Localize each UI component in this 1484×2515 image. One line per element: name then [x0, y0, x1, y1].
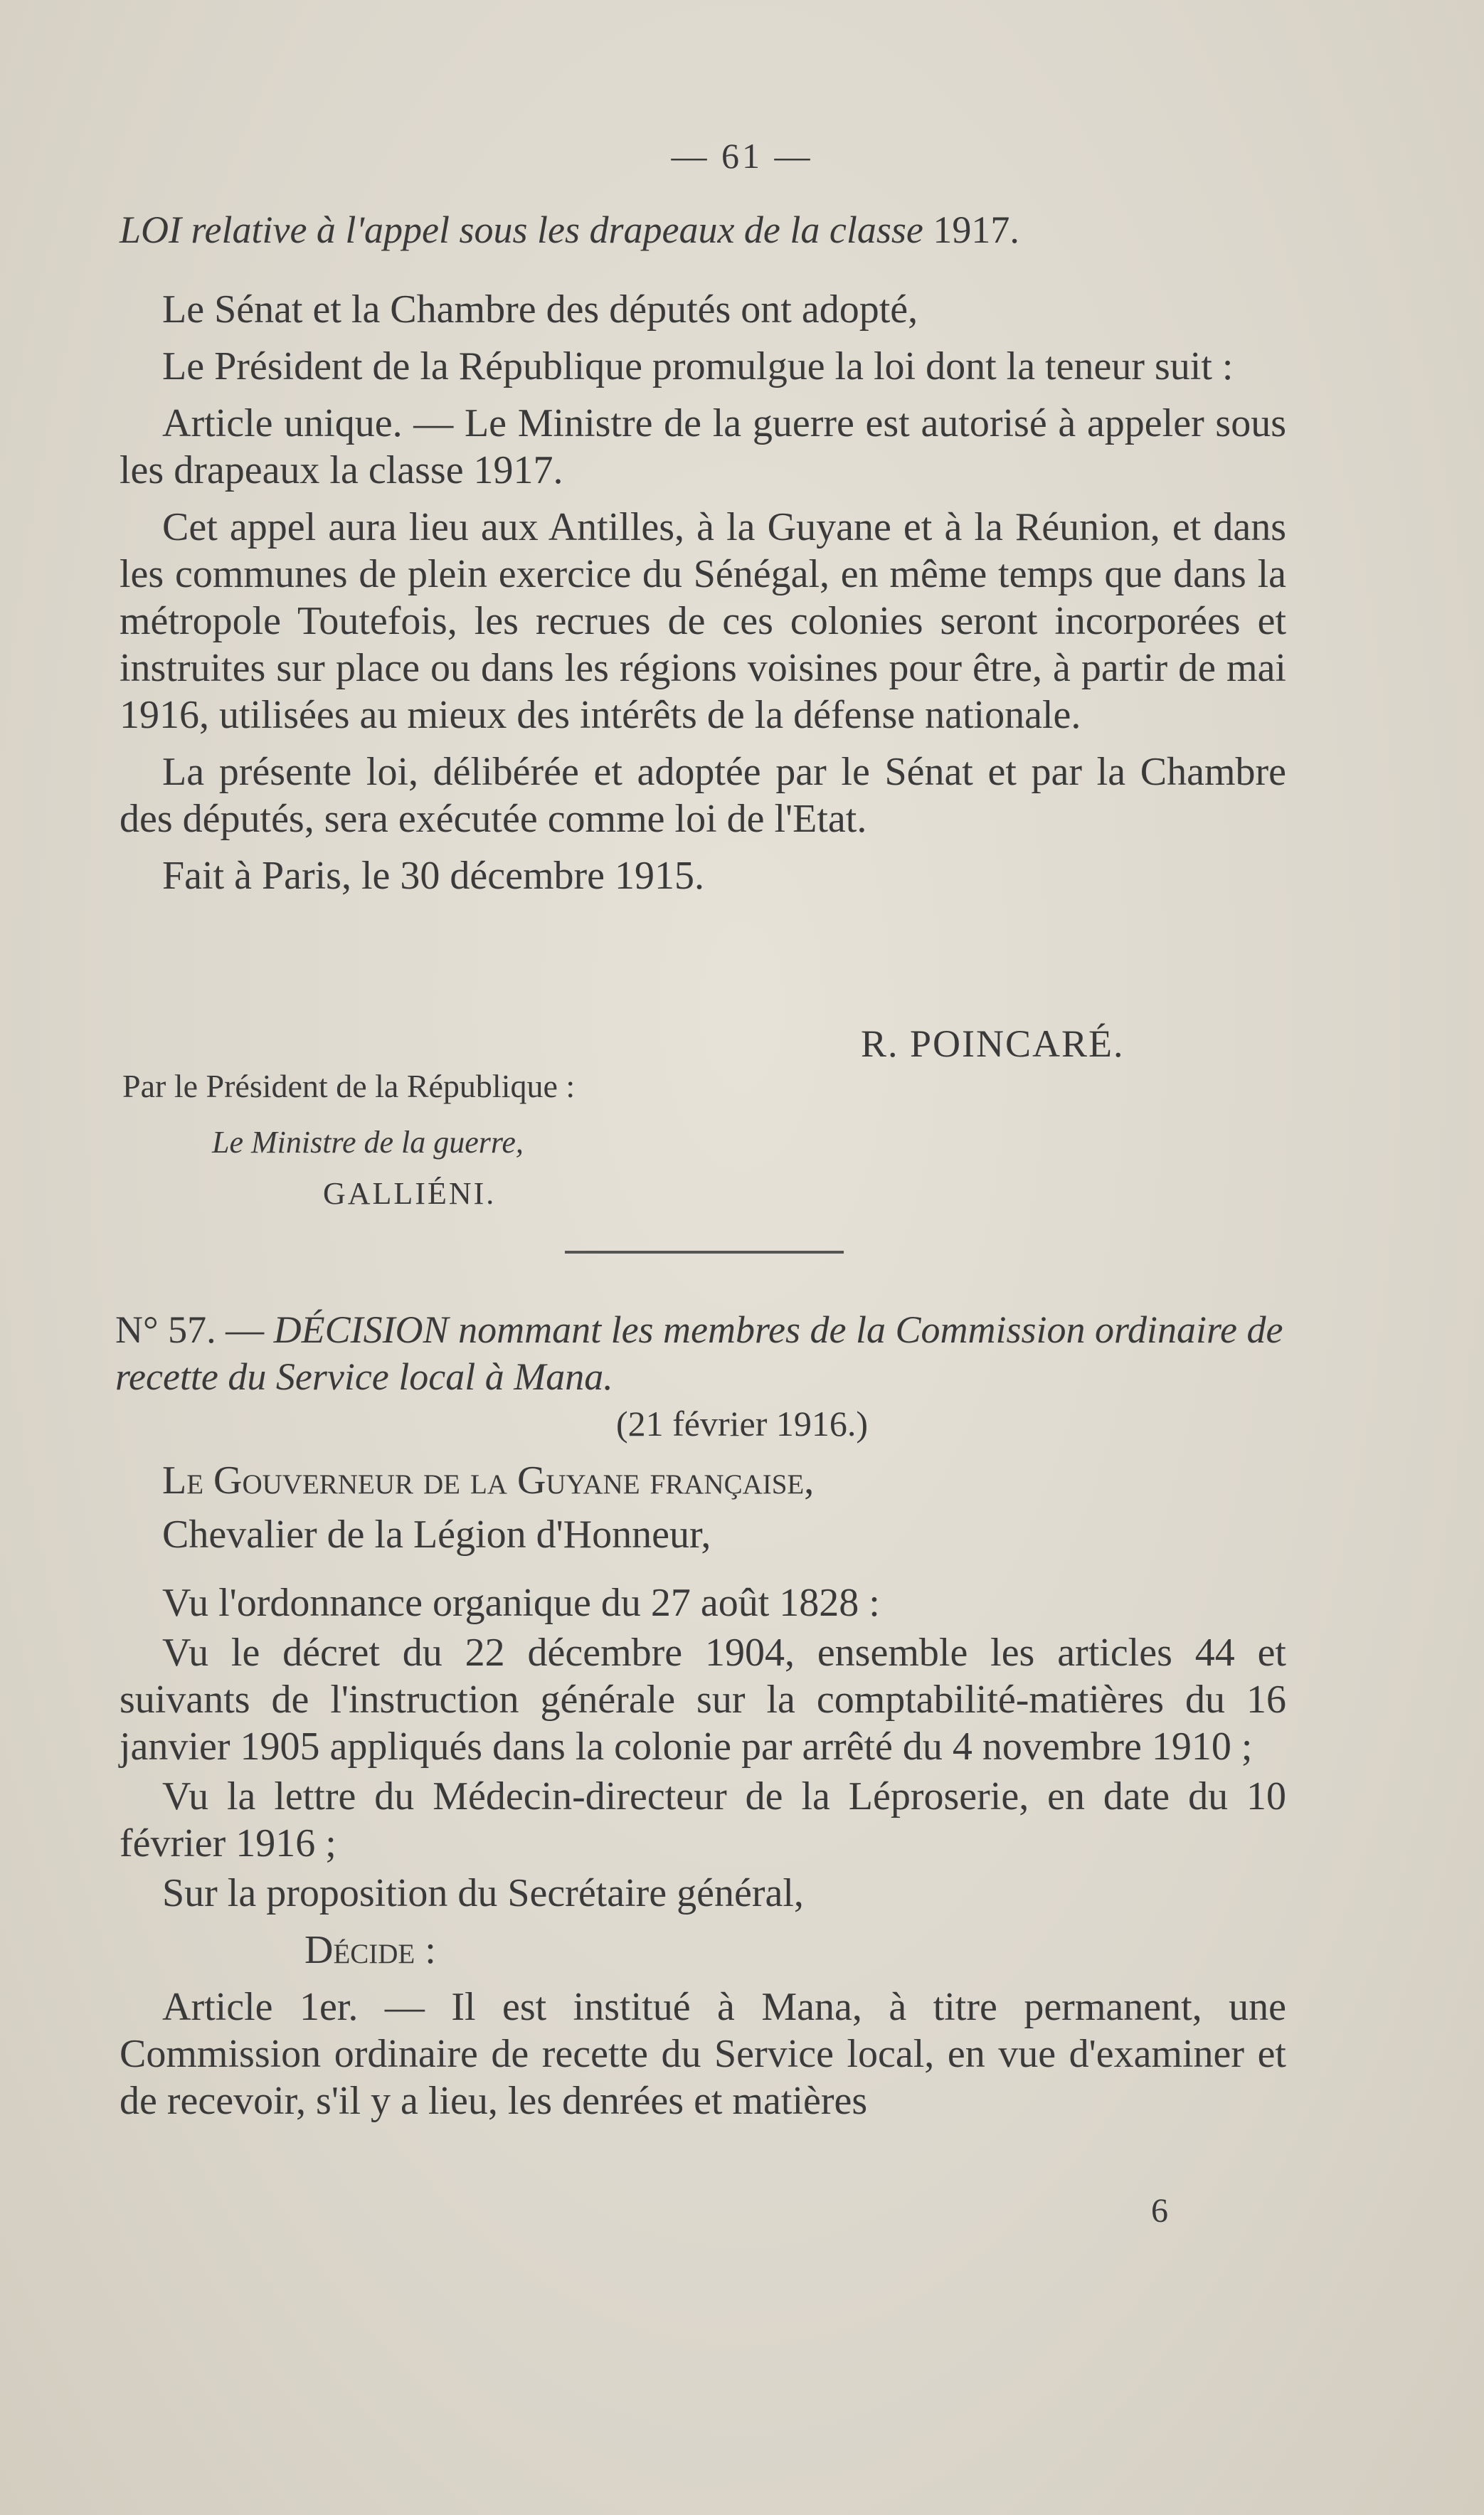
signature-president: R. POINCARÉ.: [861, 1022, 1125, 1065]
decision-number: N° 57. —: [115, 1308, 265, 1351]
vu-ordonnance: Vu l'ordonnance organique du 27 août 1828 :: [162, 1581, 880, 1625]
gouverneur-line: Le Gouverneur de la Guyane française,: [162, 1458, 815, 1503]
decide-heading: Décide :: [304, 1928, 436, 1972]
law-paragraph-promulgue: Le Président de la République promulgue la loi dont la teneur suit :: [162, 344, 1234, 388]
chevalier-line: Chevalier de la Légion d'Honneur,: [162, 1513, 711, 1557]
law-title-year: 1917.: [933, 208, 1019, 251]
section-divider: [565, 1251, 844, 1254]
vu-decret: Vu le décret du 22 décembre 1904, ensemble les articles 44 et suivants de l'instruction générale sur la comptabilité-matières du 16 janvier 1905 appliqués dans la colonie par arrêté du 4 novembre 1910 ;: [120, 1631, 1286, 1769]
minister-signature: GALLIÉNI.: [323, 1176, 497, 1211]
sur-proposition: Sur la proposition du Secrétaire général,: [162, 1871, 804, 1915]
law-title: [120, 208, 1286, 252]
decision-date: (21 février 1916.): [615, 1404, 869, 1444]
article-premier: Article 1er. — Il est institué à Mana, à titre permanent, une Commission ordinaire de recette du Service local, en vue d'examiner et de recevoir, s'il y a lieu, les denrées et matières: [120, 1985, 1286, 2123]
law-paragraph-appel: Cet appel aura lieu aux Antilles, à la Guyane et à la Réunion, et dans les communes de plein exercice du Sénégal, en même temps que dans la métropole Toutefois, les recrues de ces colonies seront incorporées et instruites sur place ou dans les régions voisines pour être, à partir de mai 1916, utilisées au mieux des intérêts de la défense nationale.: [120, 505, 1286, 737]
vu-lettre: Vu la lettre du Médecin-directeur de la Léproserie, en date du 10 février 1916 ;: [120, 1774, 1286, 1865]
le-ministre-label: Le Ministre de la guerre,: [212, 1125, 524, 1160]
law-paragraph-fait: Fait à Paris, le 30 décembre 1915.: [162, 854, 705, 898]
law-paragraph-adopte: Le Sénat et la Chambre des députés ont adopté,: [162, 287, 918, 332]
law-paragraph-presente: La présente loi, délibérée et adoptée par le Sénat et par la Chambre des députés, sera exécutée comme loi de l'Etat.: [120, 750, 1286, 841]
decision-body: [120, 1457, 1286, 2124]
par-le-president: Par le Président de la République :: [122, 1068, 576, 1104]
page-number: — 61 —: [671, 136, 813, 176]
decision-title-text: DÉCISION nommant les membres de la Commission ordinaire de recette du Service local à Mana.: [115, 1308, 1283, 1398]
decision-title: [115, 1306, 1296, 1400]
law-title-text: LOI relative à l'appel sous les drapeaux de la classe: [120, 208, 923, 251]
signature-mark: 6: [1151, 2192, 1168, 2230]
law-paragraph-article: Article unique. — Le Ministre de la guerre est autorisé à appeler sous les drapeaux la classe 1917.: [120, 401, 1286, 492]
law-body: [120, 286, 1286, 899]
